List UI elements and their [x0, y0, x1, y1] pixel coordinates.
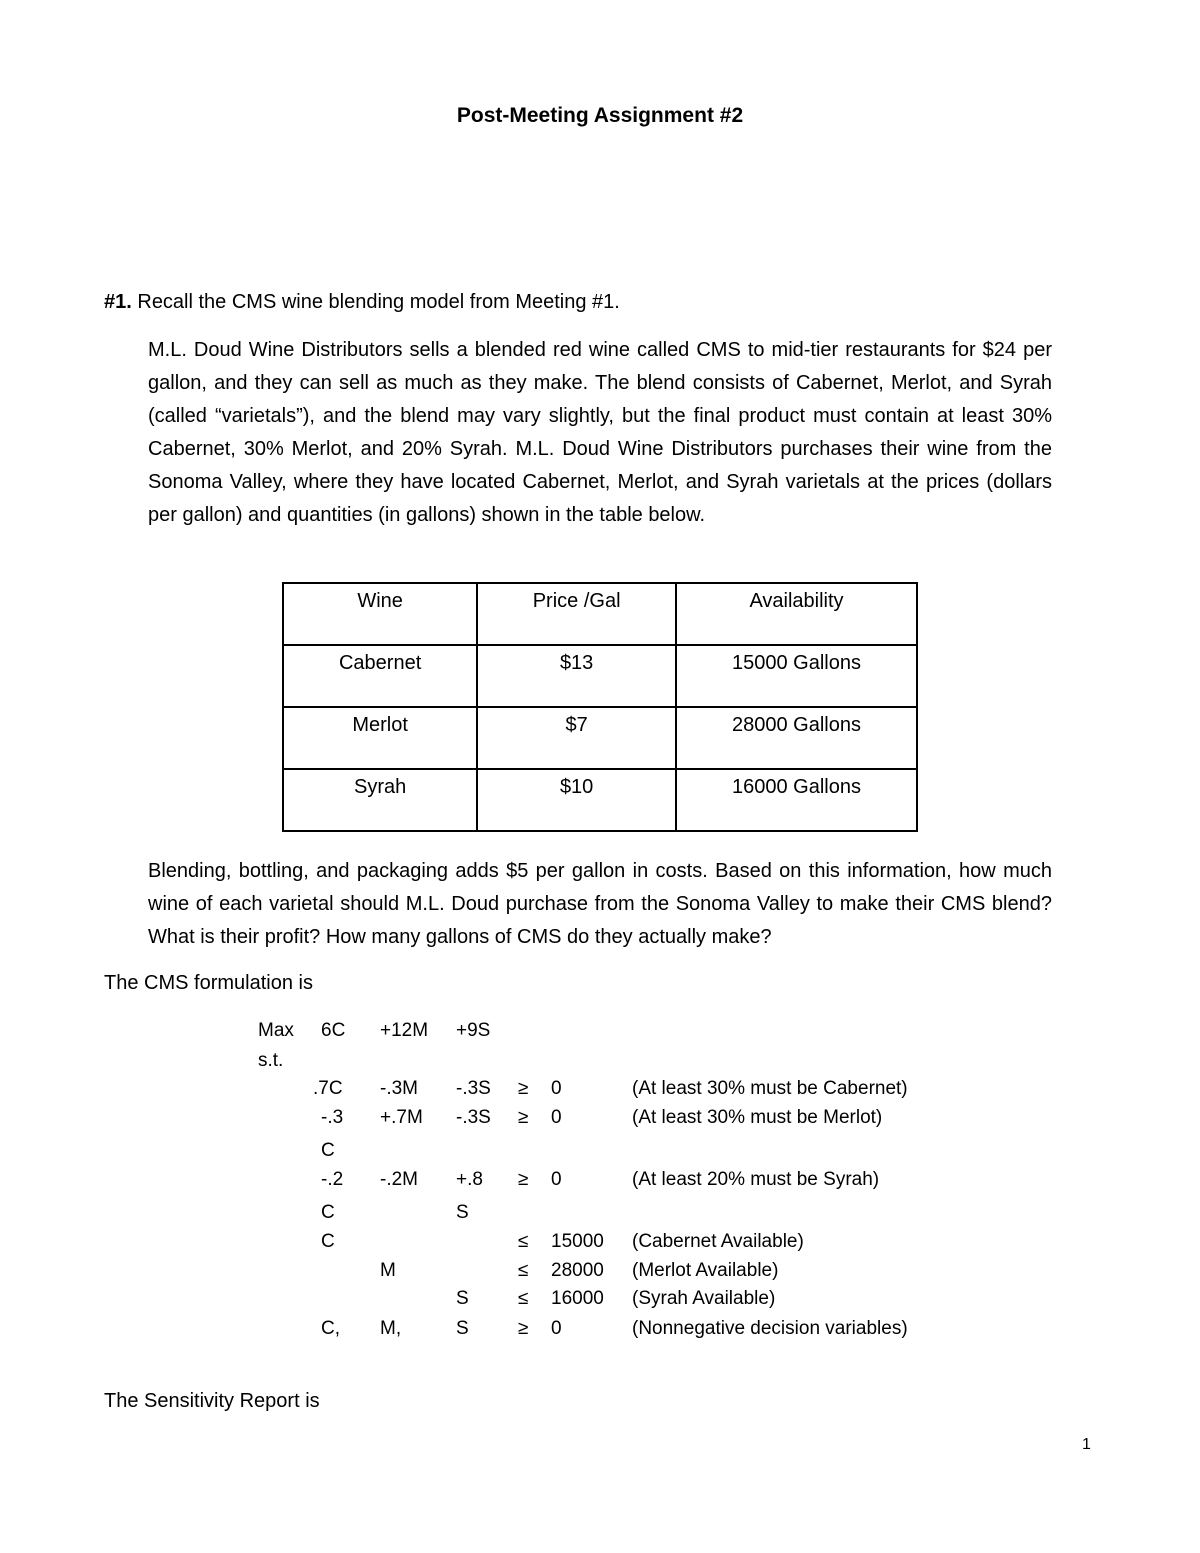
cell-wine: Cabernet: [283, 645, 477, 707]
c2-term-m: +.7M: [380, 1107, 423, 1128]
c2-var-c: C: [321, 1140, 335, 1161]
problem-description: M.L. Doud Wine Distributors sells a blended red wine called CMS to mid-tier restaurants for $24 per gallon, and they can sell as much as they make. The blend consists of Cabernet, Merlot, and Syrah (called “varietals”), and the blend may vary slightly, but the final product must contain at least 30% Cabernet, 30% Merlot, and 20% Syrah. M.L. Doud Wine Distributors purchases their wine from the Sonoma Valley, where they have located Cabernet, Merlot, and Syrah varietals at the prices (dollars per gallon) and quantities (in gallons) shown in the table below.: [148, 339, 1052, 526]
cell-price: $10: [477, 769, 676, 831]
c2-operator: ≥: [518, 1107, 529, 1128]
cell-wine: Syrah: [283, 769, 477, 831]
objective-term-s: +9S: [456, 1020, 491, 1041]
c3-coef-s: +.8: [456, 1169, 483, 1190]
c1-term-m: -.3M: [380, 1078, 418, 1099]
c7-term-m: M,: [380, 1318, 402, 1339]
header-availability: Availability: [676, 583, 917, 645]
c4-note: (Cabernet Available): [632, 1231, 804, 1252]
c6-operator: ≤: [518, 1288, 529, 1309]
cell-wine: Merlot: [283, 707, 477, 769]
c3-coef-c: -.2: [321, 1169, 344, 1190]
cell-price: $7: [477, 707, 676, 769]
objective-term-c: 6C: [321, 1020, 346, 1041]
c2-note: (At least 30% must be Merlot): [632, 1107, 883, 1128]
table-row: [283, 707, 917, 769]
c3-var-s: S: [456, 1202, 469, 1223]
c7-term-s: S: [456, 1318, 469, 1339]
c6-rhs: 16000: [551, 1288, 604, 1309]
cell-availability: 28000 Gallons: [676, 707, 917, 769]
header-wine: Wine: [283, 583, 477, 645]
page-title: Post-Meeting Assignment #2: [456, 104, 744, 127]
c1-term-s: -.3S: [456, 1078, 491, 1099]
c7-operator: ≥: [518, 1318, 529, 1339]
table-header-row: [283, 583, 917, 645]
c3-operator: ≥: [518, 1169, 529, 1190]
c4-rhs: 15000: [551, 1231, 604, 1252]
c3-rhs: 0: [551, 1169, 562, 1190]
c1-term-c: .7C: [313, 1078, 343, 1099]
c3-term-m: -.2M: [380, 1169, 418, 1190]
question-intro: [104, 291, 1064, 314]
cell-price: $13: [477, 645, 676, 707]
c1-note: (At least 30% must be Cabernet): [632, 1078, 908, 1099]
question-intro-text: Recall the CMS wine blending model from Meeting #1.: [131, 291, 620, 313]
c4-term-c: C: [321, 1231, 335, 1252]
c2-coef-c: -.3: [321, 1107, 344, 1128]
c5-rhs: 28000: [551, 1260, 604, 1281]
st-label: s.t.: [258, 1050, 284, 1071]
c6-note: (Syrah Available): [632, 1288, 776, 1309]
cell-availability: 15000 Gallons: [676, 645, 917, 707]
c7-note: (Nonnegative decision variables): [632, 1318, 908, 1339]
page-number: 1: [1082, 1436, 1091, 1453]
c7-rhs: 0: [551, 1318, 562, 1339]
header-price: Price /Gal: [477, 583, 676, 645]
c4-operator: ≤: [518, 1231, 529, 1252]
c7-term-c: C,: [321, 1318, 340, 1339]
sensitivity-heading: The Sensitivity Report is: [104, 1390, 320, 1412]
wine-table: [282, 582, 918, 832]
max-label: Max: [258, 1020, 294, 1041]
c1-rhs: 0: [551, 1078, 562, 1099]
c2-rhs: 0: [551, 1107, 562, 1128]
c1-operator: ≥: [518, 1078, 529, 1099]
table-row: [283, 769, 917, 831]
c6-term-s: S: [456, 1288, 469, 1309]
c3-note: (At least 20% must be Syrah): [632, 1169, 880, 1190]
c3-var-c: C: [321, 1202, 335, 1223]
blending-paragraph: Blending, bottling, and packaging adds $5 per gallon in costs. Based on this information, how much wine of each varietal should M.L. Doud purchase from the Sonoma Valley to make their CMS blend? What is their profit? How many gallons of CMS do they actually make?: [148, 860, 1052, 948]
c5-operator: ≤: [518, 1260, 529, 1281]
objective-term-m: +12M: [380, 1020, 429, 1041]
c2-term-s: -.3S: [456, 1107, 491, 1128]
table-row: [283, 645, 917, 707]
c5-term-m: M: [380, 1260, 396, 1281]
c5-note: (Merlot Available): [632, 1260, 779, 1281]
cell-availability: 16000 Gallons: [676, 769, 917, 831]
question-number: #1.: [104, 291, 132, 313]
formulation-heading: The CMS formulation is: [104, 972, 313, 994]
